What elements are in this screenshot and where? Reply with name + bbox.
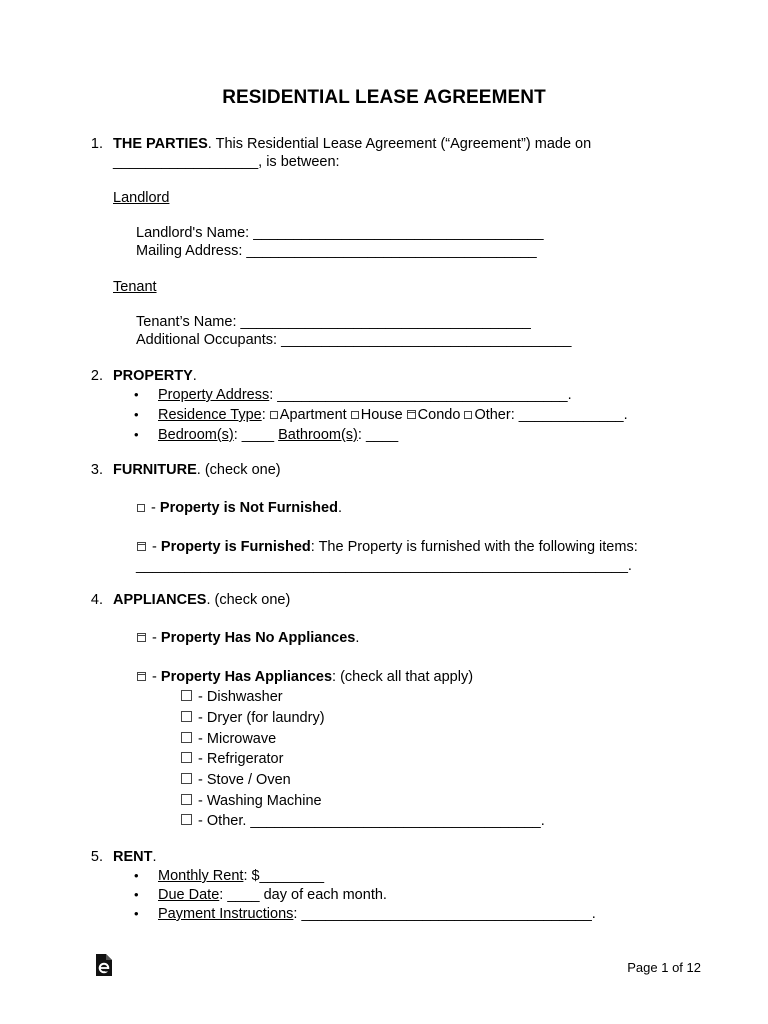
document-title: RESIDENTIAL LEASE AGREEMENT	[222, 87, 546, 108]
section-1-text: . This Residential Lease Agreement (“Agreement”) made on	[207, 136, 592, 152]
furnished-checkbox[interactable]	[137, 542, 146, 551]
section-4-number: 4.	[90, 592, 103, 608]
section-2-heading: PROPERTY	[113, 368, 193, 384]
section-2-heading-line: PROPERTY.	[113, 368, 197, 384]
no-appliances-checkbox[interactable]	[137, 633, 146, 642]
landlord-address-field[interactable]: Mailing Address: ____________________________________	[136, 243, 537, 259]
section-3-heading: FURNITURE	[113, 462, 197, 478]
has-appliances-checkbox[interactable]	[137, 672, 146, 681]
no-appliances-option: - Property Has No Appliances.	[137, 629, 359, 647]
dishwasher-checkbox[interactable]	[181, 690, 192, 701]
condo-checkbox[interactable]	[407, 410, 416, 419]
appliance-item: - Stove / Oven	[181, 771, 291, 789]
bullet: •	[134, 387, 139, 402]
payment-instructions-field[interactable]: Payment Instructions: ____________________________________.	[158, 906, 596, 922]
section-2-number: 2.	[90, 368, 103, 384]
appliance-item: - Microwave	[181, 730, 276, 748]
bedroom-bathroom-line[interactable]: Bedroom(s): ____ Bathroom(s): ____	[158, 427, 399, 443]
section-3-heading-line: FURNITURE. (check one)	[113, 462, 281, 478]
property-address-field[interactable]: Property Address: ____________________________________.	[158, 387, 572, 403]
bullet: •	[134, 407, 139, 422]
microwave-checkbox[interactable]	[181, 732, 192, 743]
residence-type-line: Residence Type: Apartment House Condo Other: _____________.	[158, 407, 628, 423]
appliance-item: - Dishwasher	[181, 688, 283, 706]
not-furnished-option: - Property is Not Furnished.	[137, 499, 342, 517]
refrigerator-checkbox[interactable]	[181, 752, 192, 763]
tenant-name-field[interactable]: Tenant’s Name: ____________________________________	[136, 314, 531, 330]
dryer-checkbox[interactable]	[181, 711, 192, 722]
section-1-line-1	[113, 135, 591, 153]
tenant-heading: Tenant	[113, 279, 157, 295]
due-date-field[interactable]: Due Date: ____ day of each month.	[158, 887, 387, 903]
section-5-heading-line: RENT.	[113, 849, 157, 865]
appliance-item: - Refrigerator	[181, 750, 283, 768]
section-4-heading: APPLIANCES	[113, 592, 207, 608]
apartment-checkbox[interactable]	[270, 411, 278, 419]
landlord-heading: Landlord	[113, 190, 170, 206]
bullet: •	[134, 887, 139, 902]
section-1-heading: THE PARTIES	[113, 136, 208, 152]
section-5-number: 5.	[90, 849, 103, 865]
stove-oven-checkbox[interactable]	[181, 773, 192, 784]
additional-occupants-field[interactable]: Additional Occupants: ____________________________________	[136, 332, 572, 348]
section-5-heading: RENT	[113, 849, 153, 865]
page-number: Page 1 of 12	[627, 960, 701, 975]
not-furnished-checkbox[interactable]	[137, 504, 145, 512]
section-1-number: 1.	[90, 136, 103, 152]
other-type-checkbox[interactable]	[464, 411, 472, 419]
furnished-items-field[interactable]: _____________________________________________________________.	[136, 558, 632, 574]
section-4-heading-line: APPLIANCES. (check one)	[113, 592, 291, 608]
bullet: •	[134, 906, 139, 921]
appliance-item: - Dryer (for laundry)	[181, 709, 325, 727]
house-checkbox[interactable]	[351, 411, 359, 419]
furnished-option: - Property is Furnished: The Property is furnished with the following items:	[137, 538, 638, 556]
bullet: •	[134, 868, 139, 883]
monthly-rent-field[interactable]: Monthly Rent: $________	[158, 868, 325, 884]
section-3-number: 3.	[90, 462, 103, 478]
bullet: •	[134, 427, 139, 442]
section-1-date-line: __________________, is between:	[113, 154, 340, 170]
appliance-item: - Other. ____________________________________.	[181, 812, 545, 830]
washing-machine-checkbox[interactable]	[181, 794, 192, 805]
eforms-logo-icon	[95, 953, 113, 977]
appliance-item: - Washing Machine	[181, 792, 322, 810]
has-appliances-option: - Property Has Appliances: (check all that apply)	[137, 668, 473, 686]
landlord-name-field[interactable]: Landlord's Name: ____________________________________	[136, 225, 544, 241]
other-appliance-checkbox[interactable]	[181, 814, 192, 825]
